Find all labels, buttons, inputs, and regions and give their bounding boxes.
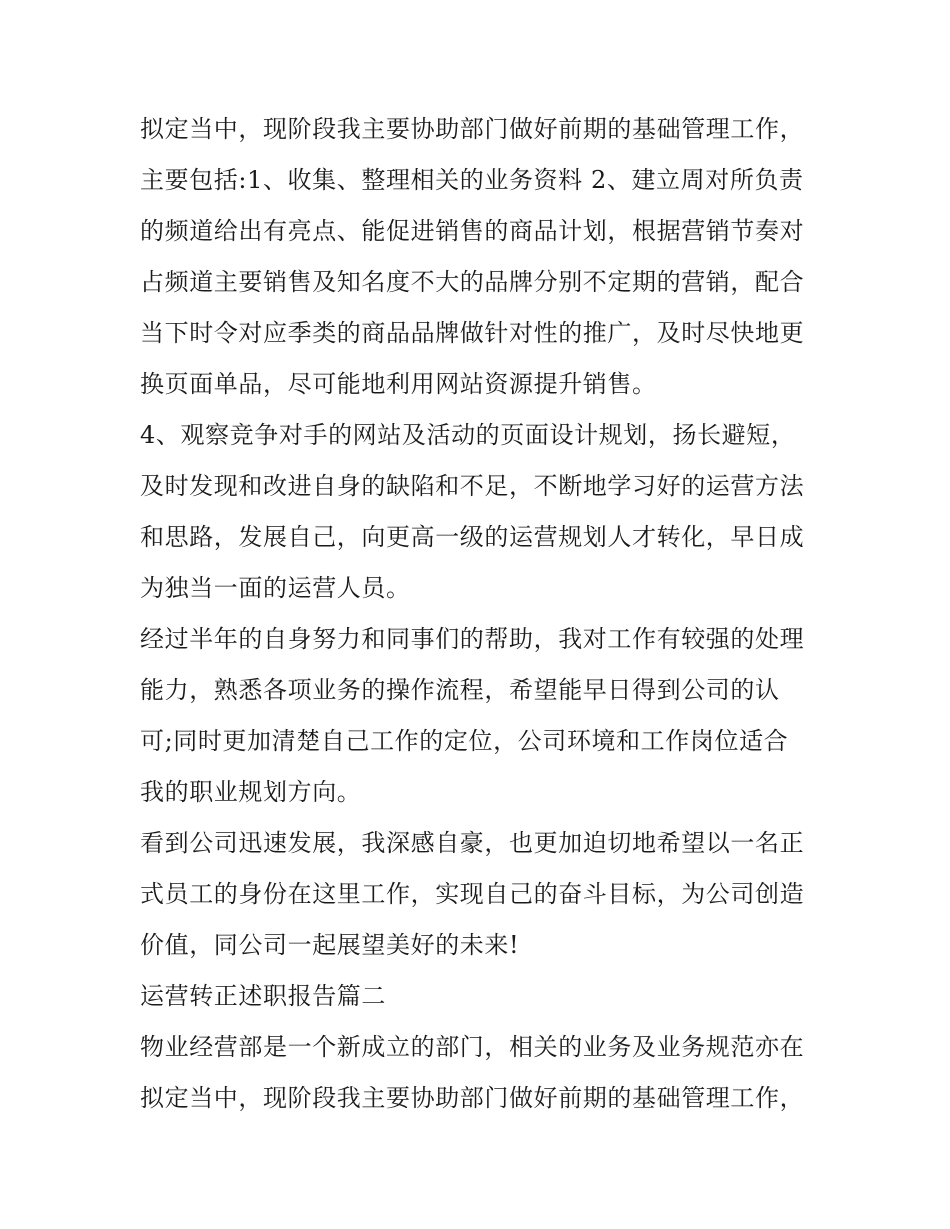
- text-line: 为独当一面的运营人员。: [140, 574, 411, 602]
- text-line: 经过半年的自身努力和同事们的帮助，我对工作有较强的处理: [140, 625, 805, 653]
- text-line: 我的职业规划方向。: [140, 778, 362, 806]
- section-heading: 运营转正述职报告篇二: [140, 982, 386, 1010]
- text-line: 拟定当中，现阶段我主要协助部门做好前期的基础管理工作，: [140, 1084, 805, 1112]
- text-line: 的频道给出有亮点、能促进销售的商品计划，根据营销节奏对: [140, 217, 805, 245]
- text-line: 看到公司迅速发展，我深感自豪，也更加迫切地希望以一名正: [140, 829, 805, 857]
- text-line: 物业经营部是一个新成立的部门，相关的业务及业务规范亦在: [140, 1033, 805, 1061]
- text-line: 价值，同公司一起展望美好的未来!: [140, 931, 520, 959]
- text-line: 占频道主要销售及知名度不大的品牌分别不定期的营销，配合: [140, 268, 805, 296]
- text-line: 可;同时更加清楚自己工作的定位，公司环境和工作岗位适合: [140, 727, 789, 755]
- text-line: 能力，熟悉各项业务的操作流程，希望能早日得到公司的认: [140, 676, 780, 704]
- text-line: 拟定当中，现阶段我主要协助部门做好前期的基础管理工作，: [140, 115, 805, 143]
- text-line: 4、观察竞争对手的网站及活动的页面设计规划，扬长避短，: [140, 421, 796, 449]
- text-line: 式员工的身份在这里工作，实现自己的奋斗目标，为公司创造: [140, 880, 805, 908]
- text-line: 及时发现和改进自身的缺陷和不足，不断地学习好的运营方法: [140, 472, 805, 500]
- text-line: 当下时令对应季类的商品品牌做针对性的推广，及时尽快地更: [140, 319, 805, 347]
- text-line: 和思路，发展自己，向更高一级的运营规划人才转化，早日成: [140, 523, 805, 551]
- document-body: [140, 104, 820, 1124]
- text-line: 换页面单品，尽可能地利用网站资源提升销售。: [140, 370, 657, 398]
- text-line: 主要包括:1、收集、整理相关的业务资料 2、建立周对所负责: [140, 166, 804, 194]
